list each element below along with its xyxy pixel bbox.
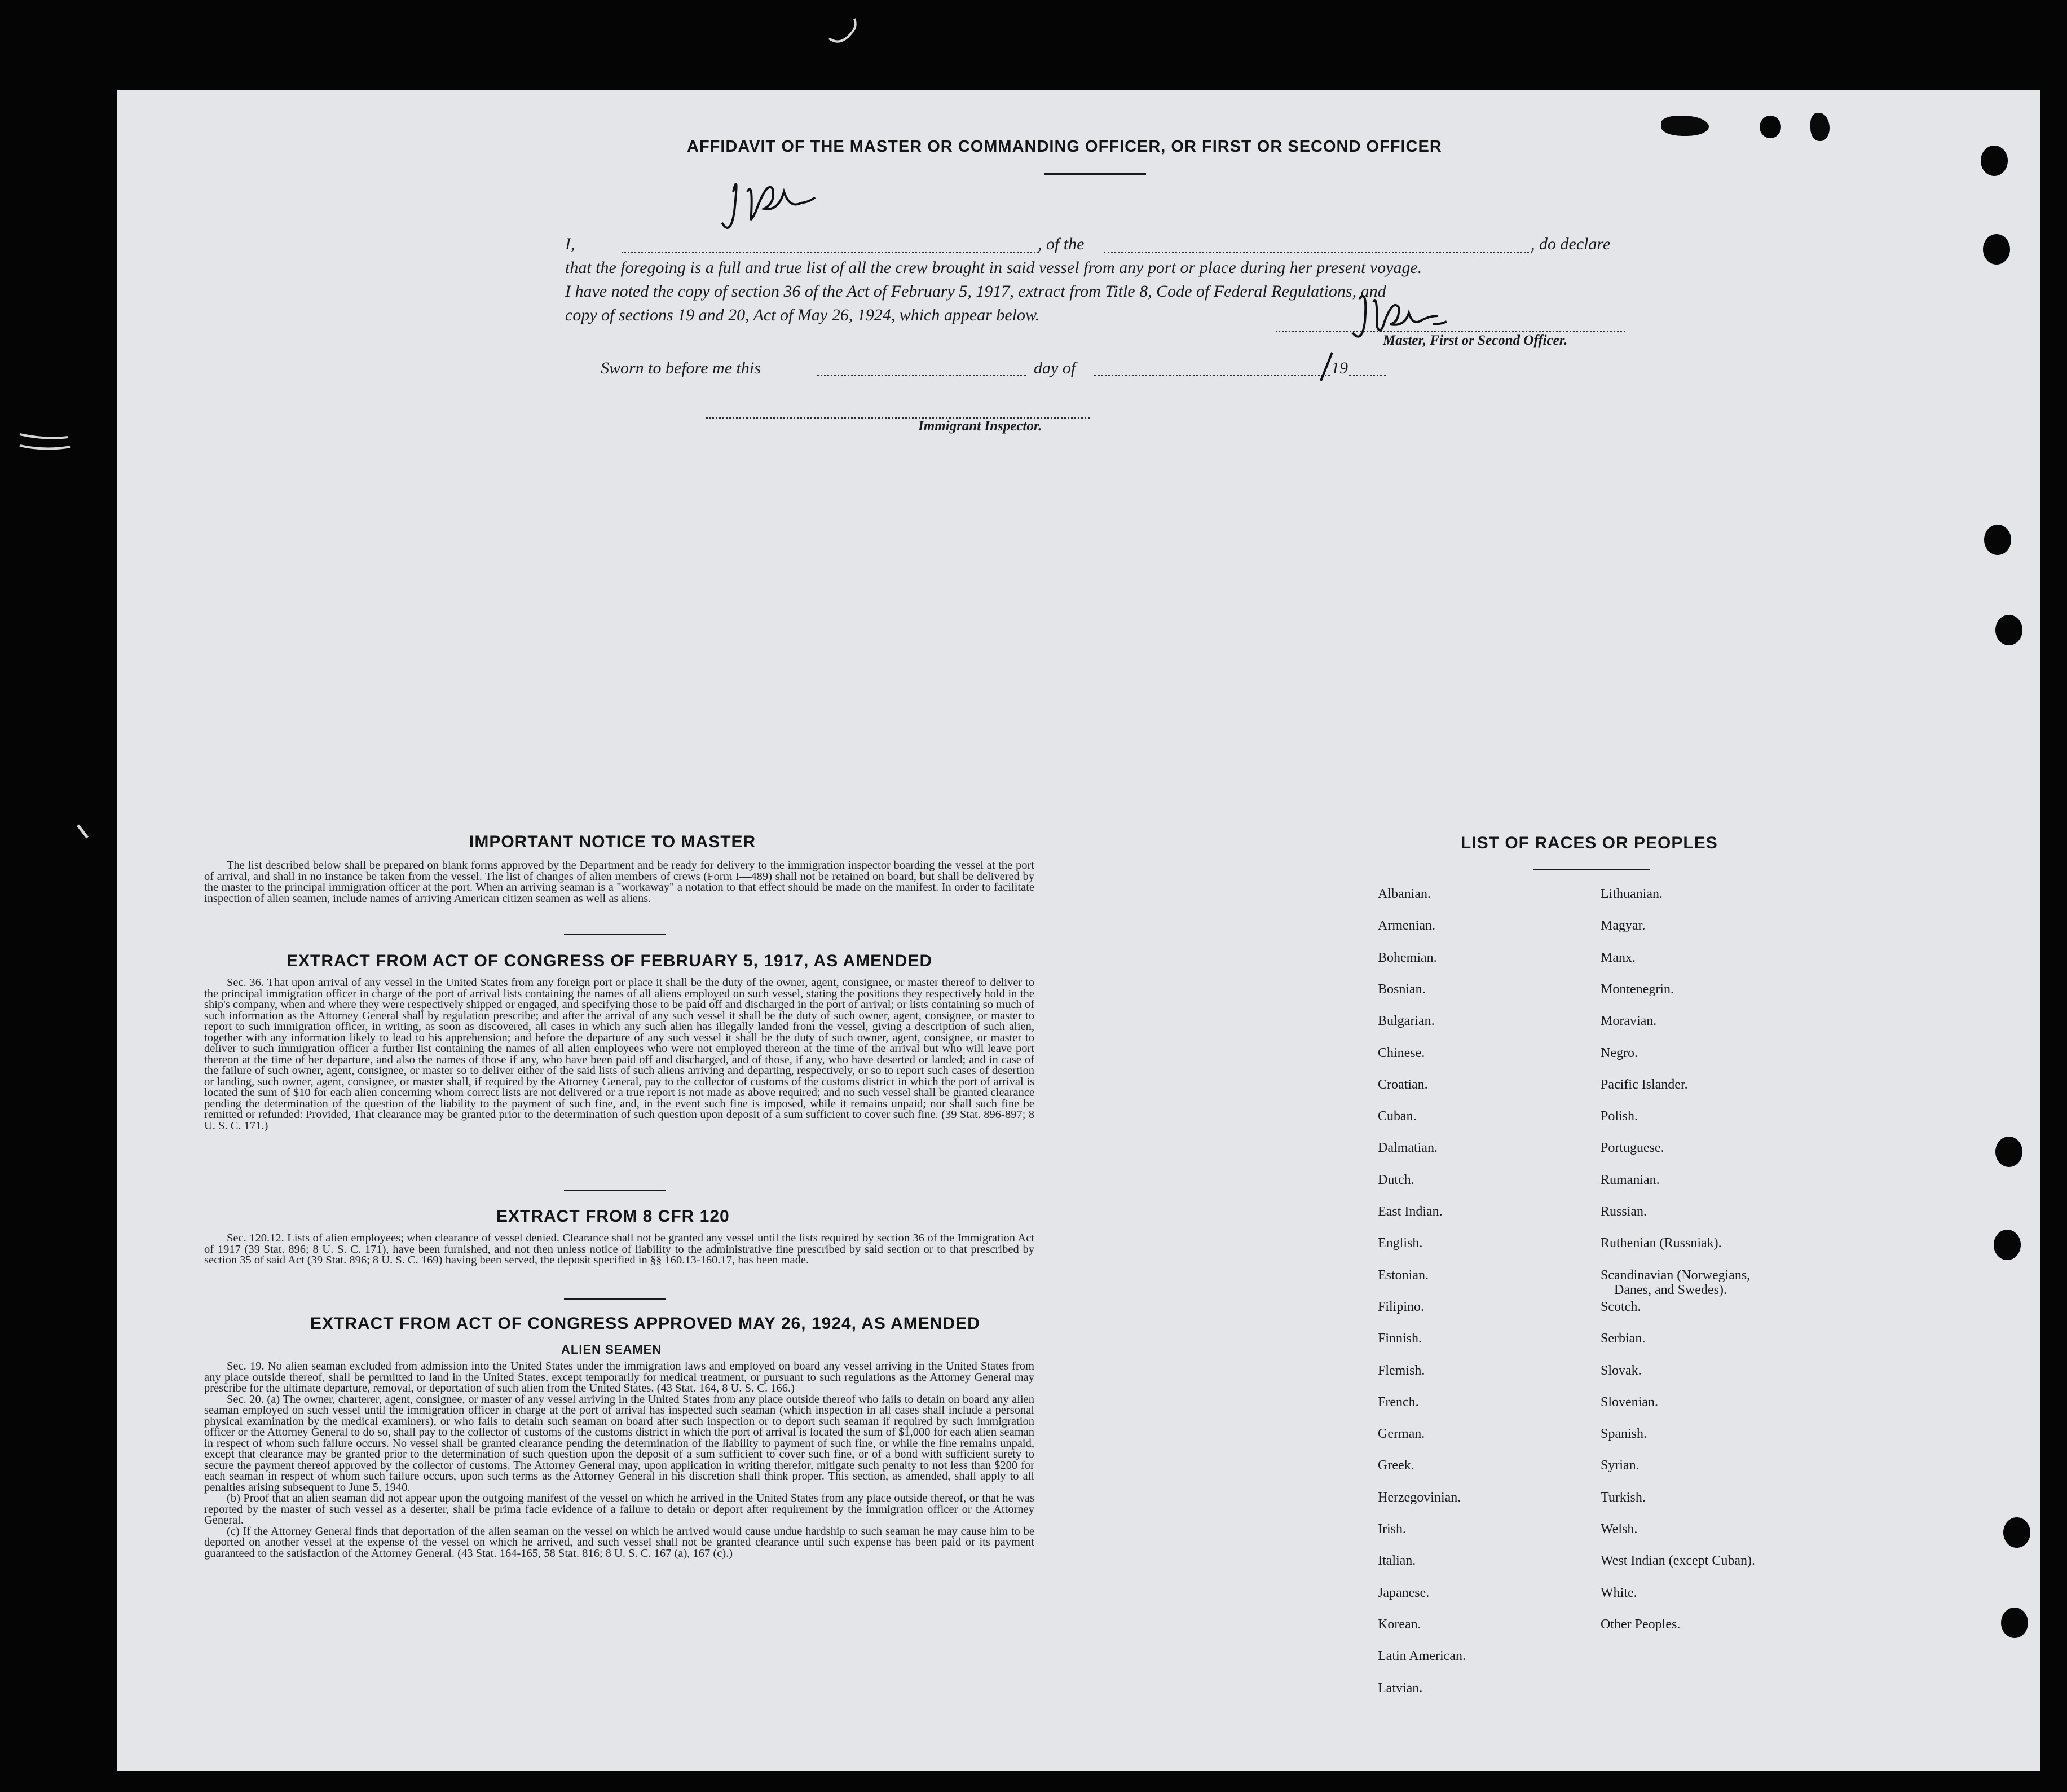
race-item: Polish.: [1601, 1109, 1638, 1124]
race-item: Slovak.: [1601, 1363, 1642, 1378]
race-item: White.: [1601, 1585, 1637, 1600]
scan-mark-left: [17, 429, 73, 457]
race-item: Serbian.: [1601, 1331, 1646, 1346]
race-item: Pacific Islander.: [1601, 1077, 1688, 1092]
race-item: Negro.: [1601, 1045, 1638, 1060]
notice-rule: [564, 934, 666, 935]
declaration-do-declare: , do declare: [1531, 235, 1611, 253]
punch-hole: [2003, 1517, 2030, 1548]
scan-mark-left-2: [73, 821, 96, 843]
race-item: Syrian.: [1601, 1458, 1640, 1473]
race-item: Welsh.: [1601, 1522, 1638, 1536]
race-item: Spanish.: [1601, 1426, 1647, 1442]
race-item: Albanian.: [1378, 887, 1431, 901]
race-item: Portuguese.: [1601, 1141, 1664, 1156]
race-item: Cuban.: [1378, 1109, 1417, 1124]
race-item: Irish.: [1378, 1522, 1406, 1536]
punch-hole: [1983, 234, 2010, 265]
punch-hole: [1995, 615, 2022, 645]
sworn-month-line: [1094, 375, 1330, 376]
race-item: German.: [1378, 1426, 1425, 1442]
extract-1917-rule: [564, 1190, 666, 1191]
race-item: Italian.: [1378, 1553, 1416, 1569]
affidavit-title-rule: [1044, 173, 1146, 175]
race-item: Korean.: [1378, 1617, 1421, 1632]
race-item: Bohemian.: [1378, 950, 1437, 965]
declaration-line-2: that the foregoing is a full and true list of all the crew brought in said vessel from any port or place during her present voyage.: [565, 258, 1422, 277]
vessel-name-line: [1104, 252, 1532, 253]
race-item: Latin American.: [1378, 1649, 1466, 1664]
punch-hole: [1984, 525, 2011, 555]
race-item: Slovenian.: [1601, 1394, 1658, 1410]
sworn-day-line: [817, 375, 1026, 376]
race-item: Herzegovinian.: [1378, 1490, 1461, 1505]
section-19-paragraph: Sec. 19. No alien seaman excluded from admission into the United States under the immigration laws and employed on board any vessel arriving in the United States from any place outside thereof, shall be permitted to land in the United States, except temporarily for medical treatment, or pursuant to such regulations as the Attorney General may prescribe for the ultimate departure, removal, or deportation of such alien from the United States. (43 Stat. 164, 8 U. S. C. 166.): [204, 1360, 1034, 1394]
extract-1924-body: [204, 1361, 1034, 1559]
race-item: Latvian.: [1378, 1680, 1423, 1696]
race-item: East Indian.: [1378, 1204, 1443, 1219]
race-item: Montenegrin.: [1601, 981, 1674, 997]
race-item: Chinese.: [1378, 1045, 1425, 1060]
races-title: LIST OF RACES OR PEOPLES: [1461, 834, 1718, 852]
race-item: Filipino.: [1378, 1299, 1425, 1314]
inspector-caption: Immigrant Inspector.: [918, 419, 1042, 434]
race-item: Bosnian.: [1378, 981, 1426, 997]
race-item: Dutch.: [1378, 1172, 1414, 1187]
race-item: English.: [1378, 1236, 1423, 1251]
section-36-paragraph: Sec. 36. That upon arrival of any vessel in the United States from any foreign port or place it shall be the duty of the owner, agent, consignee, or master thereof to deliver to the principal immigration officer in charge of the port of arrival lists containing the names of all aliens employed on such vessel, stating the positions they respectively hold in the ship's company, when and where they were respectively shipped or engaged, and specifying those to be paid off and discharged in the port of arrival; or lists containing so much of such information as the Attorney General shall by regulation prescribe; and after the arrival of any such vessel it shall be the duty of such owner, agent, consignee, or master to report to such immigration officer, in writing, as soon as discovered, all cases in which any such alien has illegally landed from the vessel, giving a description of such alien, together with any information likely to lead to his apprehension; and before the departure of any such vessel it shall be the duty of such owner, agent, consignee, or master to deliver to such immigration officer a further list containing the names of all alien employees who were not employed thereon at the time of the arrival but who will leave port thereon at the time of her departure, and also the names of those if any, who have been paid off and discharged, and of those, if any, who have deserted or landed; and in case of the failure of such owner, agent, consignee, or master so to deliver either of the said lists of such aliens arriving and departing, respectively, or so to report such cases of desertion or landing, such owner, agent, consignee, or master shall, if required by the Attorney General, pay to the collector of customs of the customs district in which the port of arrival is located the sum of $10 for each alien concerning whom correct lists are not delivered or a true report is not made as above required; and no such vessel shall be granted clearance pending the determination of the question of the liability to the payment of such fine, and, in the event such fine is imposed, while it remains unpaid; nor shall such fine be remitted or refunded: Provided, That clearance may be granted prior to the determination of such question upon deposit of a sum sufficient to cover such fine. (39 Stat. 896-897; 8 U. S. C. 171.): [204, 976, 1034, 1132]
race-item: Greek.: [1378, 1458, 1414, 1473]
master-signature-line: [1276, 331, 1625, 332]
punch-hole: [1995, 1137, 2022, 1167]
sworn-year-line: [1349, 375, 1386, 376]
race-item: Scandinavian (Norwegians,: [1601, 1267, 1751, 1283]
race-item: Moravian.: [1601, 1014, 1657, 1029]
race-item: Lithuanian.: [1601, 887, 1663, 901]
race-item: Japanese.: [1378, 1585, 1430, 1600]
notice-body: [204, 860, 1034, 904]
master-signature-caption: Master, First or Second Officer.: [1383, 333, 1568, 348]
race-item: Magyar.: [1601, 918, 1646, 934]
ink-blot: [1810, 113, 1830, 141]
sworn-day-of: day of: [1034, 359, 1076, 377]
race-item: Croatian.: [1378, 1077, 1428, 1092]
race-item: Estonian.: [1378, 1267, 1429, 1283]
race-item: Turkish.: [1601, 1490, 1646, 1505]
sworn-prefix: Sworn to before me this: [601, 359, 761, 377]
extract-1924-title: EXTRACT FROM ACT OF CONGRESS APPROVED MAY 26, 1924, AS AMENDED: [310, 1314, 980, 1333]
sworn-year: 19: [1331, 359, 1348, 377]
section-20b-paragraph: (b) Proof that an alien seaman did not appear upon the outgoing manifest of the vessel on which he arrived in the United States from any place outside thereof, or that he was reported by the master of such vessel as a deserter, shall be prima facie evidence of a failure to detain or deport after requirement by the immigration officer or the Attorney General.: [204, 1492, 1034, 1526]
declaration-line-3: I have noted the copy of section 36 of the Act of February 5, 1917, extract from Title 8, Code of Federal Regulations, and: [565, 282, 1386, 301]
race-item: Other Peoples.: [1601, 1617, 1681, 1632]
race-item: West Indian (except Cuban).: [1601, 1553, 1755, 1569]
section-120-12-paragraph: Sec. 120.12. Lists of alien employees; when clearance of vessel denied. Clearance shall not be granted any vessel until the lists required by section 36 of the Immigration Act of 1917 (39 Stat. 896; 8 U. S. C. 171), have been furnished, and not then unless notice of liability to the administrative fine prescribed by said section or to that prescribed by section 35 of said Act (39 Stat. 896; 8 U. S. C. 169) having been served, the deposit specified in §§ 160.13-160.17, has been made.: [204, 1232, 1034, 1266]
punch-hole: [2001, 1608, 2028, 1638]
race-item: Flemish.: [1378, 1363, 1425, 1378]
alien-seamen-subtitle: ALIEN SEAMEN: [561, 1342, 662, 1357]
declaration-of-the: , of the: [1038, 235, 1085, 253]
declarant-signature: [699, 158, 823, 243]
race-item: Dalmatian.: [1378, 1141, 1438, 1156]
section-20c-paragraph: (c) If the Attorney General finds that deportation of the alien seaman on the vessel on which he arrived would cause undue hardship to such seaman he may cause him to be deported on another vessel at the expense of the vessel on which he arrived, and such vessel shall not be granted clearance until such expense has been paid or its payment guaranteed to the satisfaction of the Attorney General. (43 Stat. 164-165, 58 Stat. 816; 8 U. S. C. 167 (a), 167 (c).): [204, 1525, 1034, 1560]
punch-hole: [1994, 1230, 2021, 1260]
declaration-line-4: copy of sections 19 and 20, Act of May 26, 1924, which appear below.: [565, 306, 1040, 324]
race-item: Russian.: [1601, 1204, 1647, 1219]
extract-cfr-rule: [564, 1298, 666, 1300]
race-item: Finnish.: [1378, 1331, 1422, 1346]
declaration-i: I,: [565, 235, 575, 253]
ink-blot: [1661, 116, 1709, 136]
race-item: Scotch.: [1601, 1299, 1641, 1314]
affidavit-title: AFFIDAVIT OF THE MASTER OR COMMANDING OFFICER, OR FIRST OR SECOND OFFICER: [687, 138, 1442, 156]
notice-paragraph: The list described below shall be prepared on blank forms approved by the Department and be ready for delivery to the immigration inspector boarding the vessel at the port of arrival, and shall in no instance be taken from the vessel. The list of changes of alien members of crews (Form I—489) shall not be retained on board, but shall be delivered by the master to the principal immigration officer at the port. When an arriving seaman is a "workaway" a notation to that effect should be made on the manifest. In order to facilitate inspection of alien seamen, include names of arriving American citizen seamen as well as aliens.: [204, 859, 1034, 905]
scan-mark-top: [823, 16, 869, 50]
extract-cfr-body: [204, 1233, 1034, 1266]
section-20a-paragraph: Sec. 20. (a) The owner, charterer, agent, consignee, or master of any vessel arriving in the United States from any place outside thereof who fails to detain on board any alien seaman employed on such vessel until the immigration officer in charge at the port of arrival has inspected such seaman (which inspection in all cases shall include a personal physical examination by the medical examiners), or who fails to detain such seaman on board after such inspection or to deport such seaman if required by such immigration officer or the Attorney General to do so, shall pay to the collector of customs of the customs district in which the port of arrival is located the sum of $1,000 for each alien seaman in respect of whom such failure occurs. No vessel shall be granted clearance pending the determination of the liability to payment of such fine, or while the fine remains unpaid, except that clearance may be granted prior to the determination of such question upon the deposit of a sum sufficient to cover such fine, or of a bond with sufficient surety to secure the payment thereof approved by the collector of customs. The Attorney General may, upon application in writing therefor, mitigate such penalty to not less than $200 for each seaman in respect of whom such failure occurs, upon such terms as the Attorney General in his discretion shall think proper. This section, as amended, shall apply to all penalties arising subsequent to June 5, 1940.: [204, 1393, 1034, 1494]
punch-hole: [1981, 146, 2008, 176]
race-item: Ruthenian (Russniak).: [1601, 1236, 1722, 1251]
race-item: Rumanian.: [1601, 1172, 1660, 1187]
race-item: Bulgarian.: [1378, 1014, 1435, 1029]
declarant-name-line: [622, 252, 1039, 253]
notice-title: IMPORTANT NOTICE TO MASTER: [469, 833, 756, 851]
affidavit-declaration: [565, 232, 1625, 327]
race-item: French.: [1378, 1394, 1419, 1410]
punch-hole: [1760, 116, 1781, 138]
extract-1917-title: EXTRACT FROM ACT OF CONGRESS OF FEBRUARY 5, 1917, AS AMENDED: [287, 952, 933, 970]
extract-1917-body: [204, 978, 1034, 1131]
races-title-rule: [1533, 869, 1650, 870]
race-item: Armenian.: [1378, 918, 1435, 934]
race-item: Manx.: [1601, 950, 1636, 965]
extract-cfr-title: EXTRACT FROM 8 CFR 120: [496, 1207, 730, 1226]
race-item: Danes, and Swedes).: [1614, 1282, 1727, 1297]
